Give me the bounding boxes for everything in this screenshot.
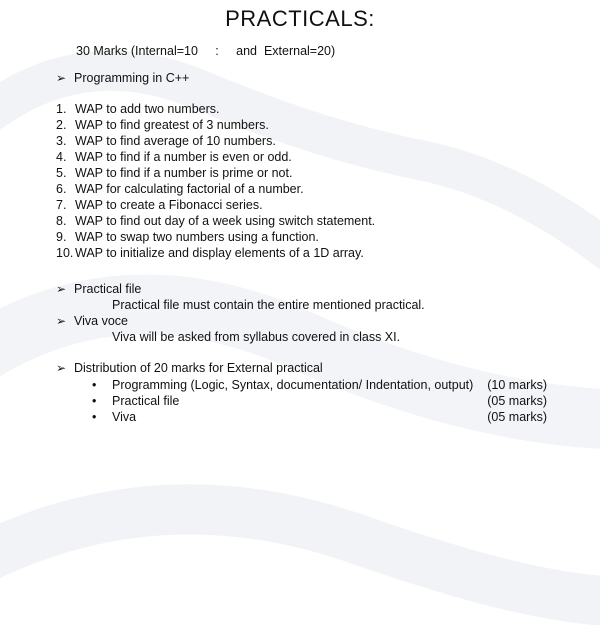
list-item: 8. WAP to find out day of a week using switch statement. <box>56 214 376 228</box>
arrow-bullet-icon: ➢ <box>56 71 67 85</box>
list-item: 4. WAP to find if a number is even or odd. <box>56 150 292 164</box>
section-viva <box>56 314 128 328</box>
program-list <box>56 101 375 261</box>
list-item: 7. WAP to create a Fibonacci series. <box>56 198 263 212</box>
section-distribution <box>56 361 323 375</box>
arrow-bullet-icon: ➢ <box>56 361 67 375</box>
section-programming-label: Programming in C++ <box>74 71 190 85</box>
list-item: 6. WAP for calculating factorial of a number. <box>56 182 304 196</box>
arrow-bullet-icon: ➢ <box>56 282 67 296</box>
list-item: 10. WAP to initialize and display elements of a 1D array. <box>56 246 364 260</box>
list-item: • Practical file (05 marks) <box>92 394 547 408</box>
list-item: 3. WAP to find average of 10 numbers. <box>56 134 276 148</box>
section-viva-label: Viva voce <box>74 314 128 328</box>
dot-bullet-icon: • <box>92 394 97 408</box>
practical-file-detail: Practical file must contain the entire mentioned practical. <box>112 298 425 312</box>
dot-bullet-icon: • <box>92 410 97 424</box>
section-practical-file-label: Practical file <box>74 282 142 296</box>
list-item: 9. WAP to swap two numbers using a function. <box>56 230 319 244</box>
distribution-list <box>92 377 547 425</box>
section-practical-file <box>56 282 141 296</box>
section-programming <box>56 71 189 85</box>
dot-bullet-icon: • <box>92 378 97 392</box>
list-item: 1. WAP to add two numbers. <box>56 102 220 116</box>
page-title: PRACTICALS: <box>225 6 375 31</box>
section-distribution-label: Distribution of 20 marks for External practical <box>74 361 323 375</box>
list-item: • Programming (Logic, Syntax, documentation/ Indentation, output) (10 marks) <box>92 378 547 392</box>
list-item: 5. WAP to find if a number is prime or not. <box>56 166 293 180</box>
arrow-bullet-icon: ➢ <box>56 314 67 328</box>
list-item: • Viva (05 marks) <box>92 410 547 424</box>
marks-summary: 30 Marks (Internal=10 : and External=20) <box>76 44 336 58</box>
viva-detail: Viva will be asked from syllabus covered in class XI. <box>112 330 401 344</box>
list-item: 2. WAP to find greatest of 3 numbers. <box>56 118 269 132</box>
